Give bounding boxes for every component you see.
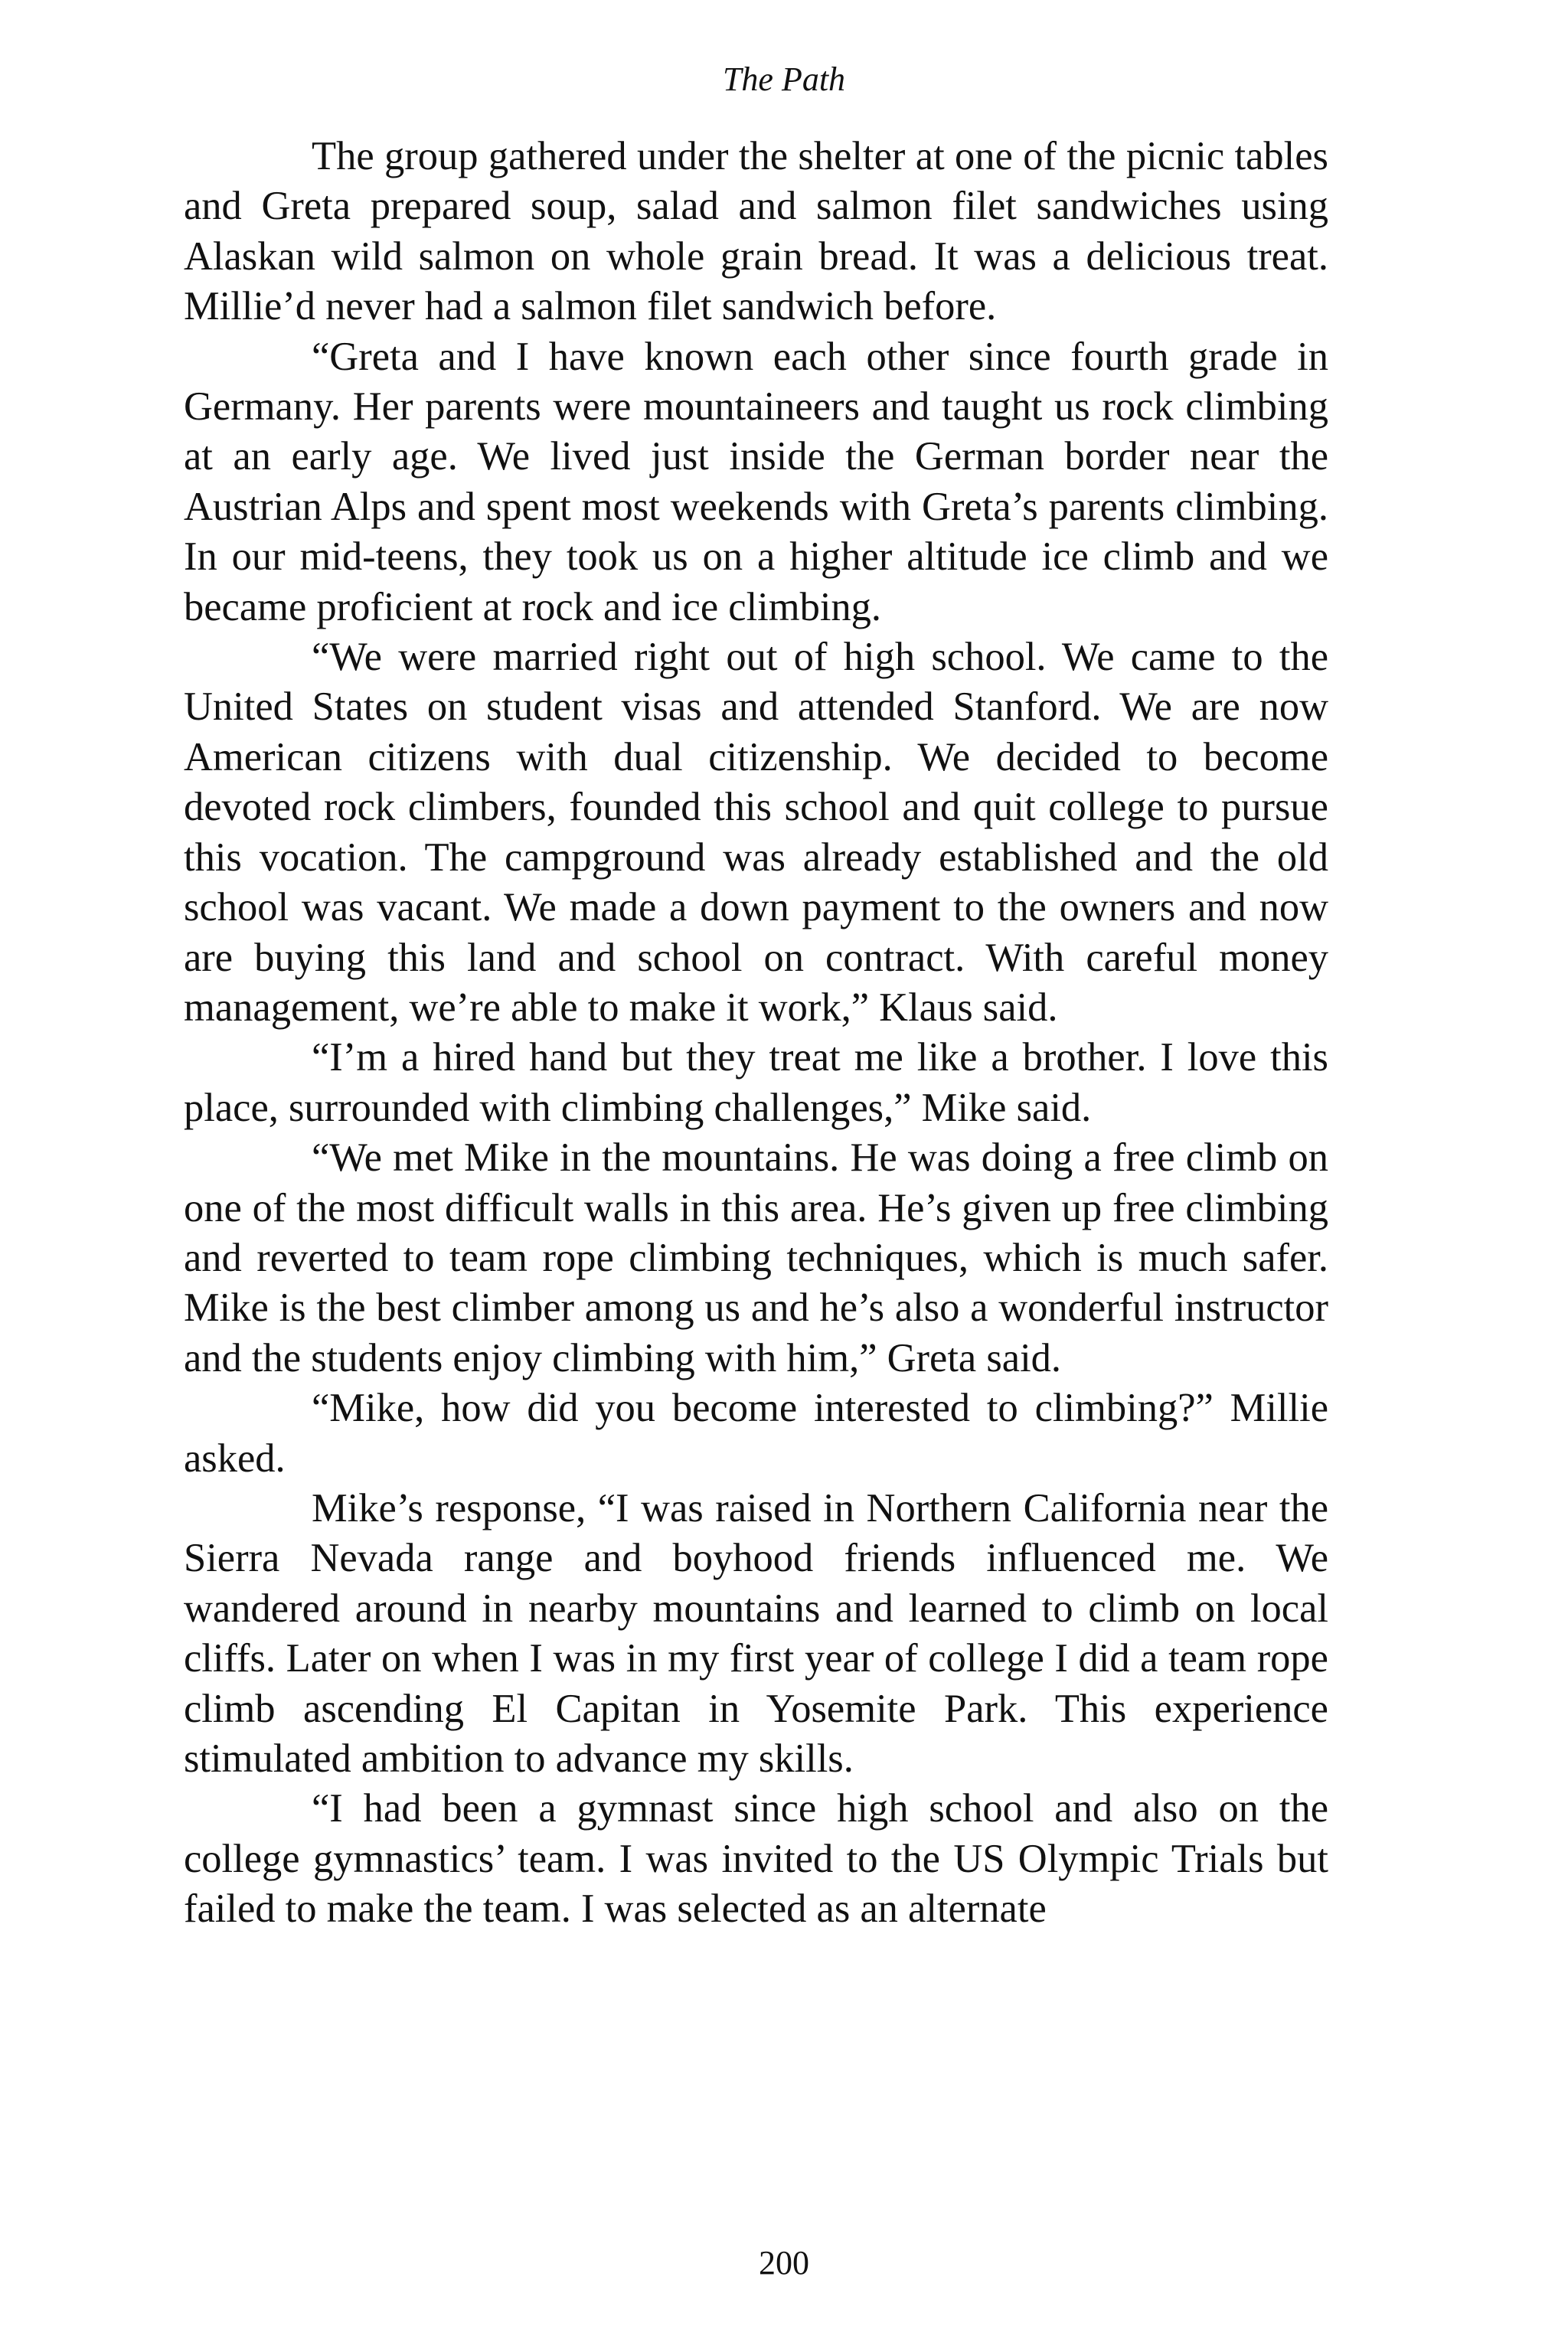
paragraph: “We were married right out of high school. We came to the United States on student visas and attended Stanford. We are now American citizens with dual citizenship. We decided to become devoted rock climbers, founded this school and quit college to pursue this vocation. The campground was already established and the old school was vacant. We made a down payment to the owners and now are buying this land and school on contract. With careful money management, we’re able to make it work,” Klaus said.: [184, 635, 1328, 1030]
page-body: [184, 132, 1328, 1935]
paragraph: “Greta and I have known each other since fourth grade in Germany. Her parents were mountaineers and taught us rock climbing at an early age. We lived just inside the German border near the Austrian Alps and spent most weekends with Greta’s parents climbing. In our mid-teens, they took us on a higher altitude ice climb and we became proficient at rock and ice climbing.: [184, 334, 1328, 629]
paragraph: “I had been a gymnast since high school and also on the college gymnastics’ team. I was invited to the US Olympic Trials but failed to make the team. I was selected as an alternate: [184, 1786, 1328, 1932]
running-head: The Path: [722, 60, 846, 98]
page-number: 200: [759, 2244, 809, 2282]
paragraph: “I’m a hired hand but they treat me like a brother. I love this place, surrounded with climbing challenges,” Mike said.: [184, 1035, 1328, 1130]
paragraph: “Mike, how did you become interested to climbing?” Millie asked.: [184, 1386, 1328, 1481]
paragraph: “We met Mike in the mountains. He was doing a free climb on one of the most difficult walls in this area. He’s given up free climbing and reverted to team rope climbing techniques, which is much safer. Mike is the best climber among us and he’s also a wonderful instructor and the students enjoy climbing with him,” Greta said.: [184, 1135, 1328, 1380]
paragraph: The group gathered under the shelter at one of the picnic tables and Greta prepared soup, salad and salmon filet sandwiches using Alaskan wild salmon on whole grain bread. It was a delicious treat. Millie’d never had a salmon filet sandwich before.: [184, 134, 1328, 329]
paragraph: Mike’s response, “I was raised in Northern California near the Sierra Nevada range and boyhood friends influenced me. We wandered around in nearby mountains and learned to climb on local cliffs. Later on when I was in my first year of college I did a team rope climb ascending El Capitan in Yosemite Park. This experience stimulated ambition to advance my skills.: [184, 1485, 1328, 1781]
